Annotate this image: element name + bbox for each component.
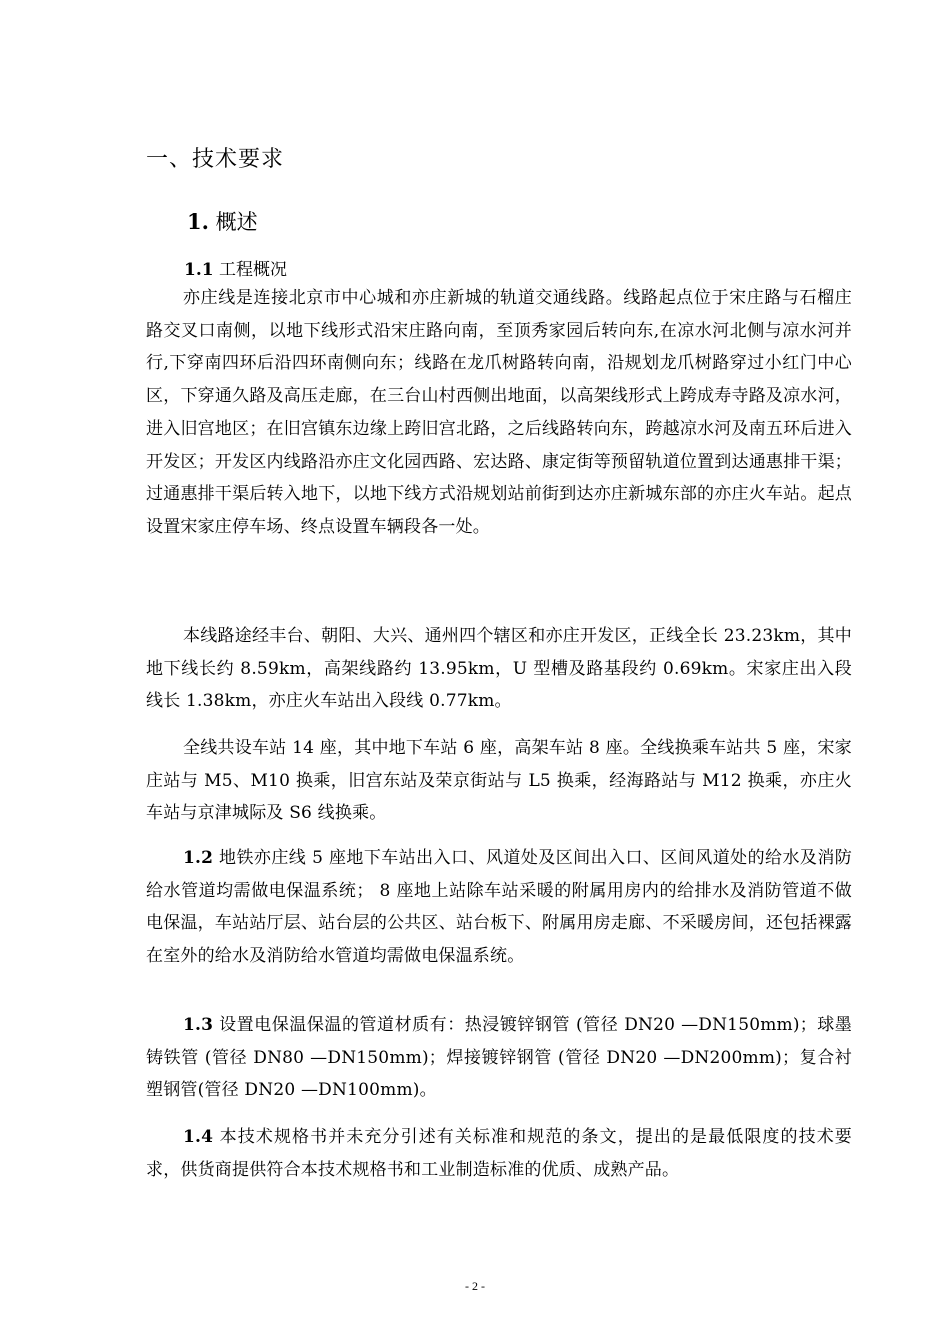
paragraph-overview: 亦庄线是连接北京市中心城和亦庄新城的轨道交通线路。线路起点位于宋庄路与石榴庄路交叉口南侧，以地下线形式沿宋庄路向南，至顶秀家园后转向东,在凉水河北侧与凉水河并行,下穿南四环后沿四环南侧向东；线路在龙爪树路转向南，沿规划龙爪树路穿过小红门中心区，下穿通久路及高压走廊，在三台山村西侧出地面，以高架线形式上跨成寿寺路及凉水河，进入旧宫地区；在旧宫镇东边缘上跨旧宫北路，之后线路转向东，跨越凉水河及南五环后进入开发区；开发区内线路沿亦庄文化园西路、宏达路、康定街等预留轨道位置到达通惠排干渠；过通惠排干渠后转入地下，以地下线方式沿规划站前街到达亦庄新城东部的亦庄火车站。起点设置宋家庄停车场、终点设置车辆段各一处。 [146,288,852,537]
clause-text: 设置电保温保温的管道材质有：热浸镀锌钢管 (管径 DN20 —DN150mm)；球墨铸铁管 (管径 DN80 —DN150mm)；焊接镀锌钢管 (管径 DN20 —DN200mm)；复合衬塑钢管(管径 DN20 —DN100mm)。 [146,1015,852,1101]
clause-text: 地铁亦庄线 5 座地下车站出入口、风道处及区间出入口、区间风道处的给水及消防给水管道均需做电保温系统； 8 座地上站除车站采暖的附属用房内的给排水及消防管道不做电保温，车站站厅层、站台层的公共区、站台板下、附属用房走廊、不采暖房间，还包括裸露在室外的给水及消防给水管道均需做电保温系统。 [146,848,852,967]
section-title: 概述 [215,210,258,234]
section-heading [187,206,258,236]
page-number: - 2 - [465,1279,485,1293]
clause-text: 本技术规格书并未充分引述有关标准和规范的条文，提出的是最低限度的技术要求，供货商提供符合本技术规格书和工业制造标准的优质、成熟产品。 [146,1127,852,1180]
subsection-number: 1.1 [184,260,214,280]
paragraph-1-3 [146,1009,852,1107]
clause-number: 1.3 [183,1015,214,1035]
subsection-title: 工程概况 [218,260,287,280]
paragraph-route-length: 本线路途经丰台、朝阳、大兴、通州四个辖区和亦庄开发区，正线全长 23.23km，其中地下线长约 8.59km，高架线路约 13.95km，U 型槽及路基段约 0.69km。宋家庄出入段线长 1.38km，亦庄火车站出入段线 0.77km。 [146,626,852,712]
subsection-heading [184,255,287,280]
clause-number: 1.4 [183,1127,214,1147]
clause-number: 1.2 [183,848,214,868]
paragraph-stations: 全线共设车站 14 座，其中地下车站 6 座，高架车站 8 座。全线换乘车站共 5 座，宋家庄站与 M5、M10 换乘，旧宫东站及荣京街站与 L5 换乘，经海路站与 M12 换乘，亦庄火车站与京津城际及 S6 线换乘。 [146,738,852,824]
paragraph-1-4 [146,1121,852,1186]
paragraph-1-2 [146,842,852,973]
section-number: 1. [187,209,209,234]
chapter-heading: 一、技术要求 [146,147,285,172]
